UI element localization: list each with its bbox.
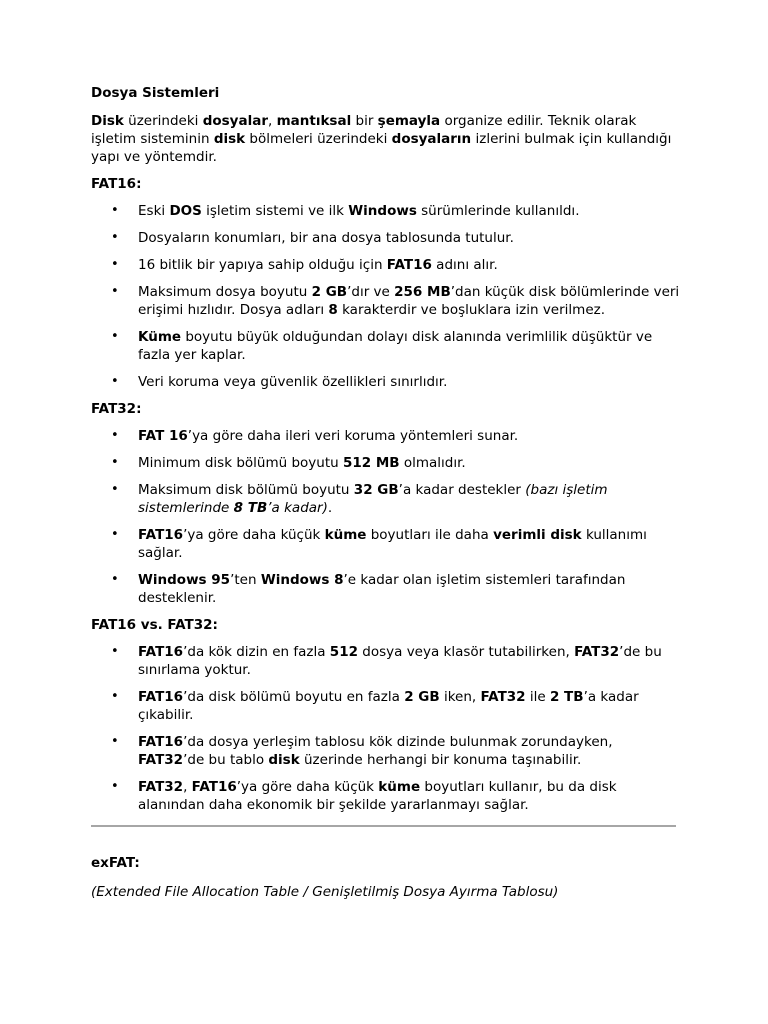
bullet-icon: •	[111, 779, 119, 794]
exfat-subtitle: (Extended File Allocation Table / Genişletilmiş Dosya Ayırma Tablosu)	[91, 884, 559, 900]
text-run: FAT16	[138, 527, 184, 543]
text-run: 32 GB	[353, 482, 399, 498]
text-run: 16 bitlik bir yapıya sahip olduğu için	[138, 257, 387, 273]
text-run: boyutları ile daha	[366, 527, 494, 543]
text-run: Windows	[348, 203, 417, 219]
text-run: FAT16	[138, 689, 184, 705]
text-run: ’dır ve	[347, 284, 395, 300]
list-item-text	[138, 203, 579, 219]
list-item	[91, 688, 681, 724]
list-item	[91, 427, 681, 445]
section-fat16-vs-fat32	[91, 616, 681, 814]
text-run: Windows 95	[138, 572, 231, 588]
text-run: ’ya göre daha küçük	[236, 779, 379, 795]
text-run: ’a kadar çıkabilir.	[138, 689, 639, 723]
list-item	[91, 481, 681, 517]
text-run: mantıksal	[276, 113, 352, 129]
bullet-icon: •	[111, 230, 119, 245]
bullet-icon: •	[111, 482, 119, 497]
list-item	[91, 328, 681, 364]
text-run: karakterdir ve boşluklara izin verilmez.	[337, 302, 605, 318]
text-run: olmalıdır.	[399, 455, 466, 471]
list-item	[91, 283, 681, 319]
section-fat16	[91, 175, 681, 391]
text-run: 2 GB	[311, 284, 348, 300]
text-run: üzerinde herhangi bir konuma taşınabilir.	[299, 752, 582, 768]
list-item-text	[138, 689, 639, 723]
text-run: 8	[328, 302, 338, 318]
text-run: FAT16	[191, 779, 237, 795]
list-item-text	[138, 482, 608, 516]
bullet-icon: •	[111, 689, 119, 704]
bullet-icon: •	[111, 257, 119, 272]
bullet-icon: •	[111, 527, 119, 542]
text-run: ,	[183, 779, 192, 795]
text-run: ile	[525, 689, 550, 705]
text-run: Minimum disk bölümü boyutu	[138, 455, 343, 471]
text-run: FAT16	[138, 644, 184, 660]
text-run: ’a kadar)	[267, 500, 328, 516]
list-item	[91, 643, 681, 679]
text-run: FAT32	[574, 644, 620, 660]
list-item-text	[138, 284, 679, 318]
bullet-icon: •	[111, 203, 119, 218]
text-run: dosya veya klasör tutabilirken,	[357, 644, 575, 660]
text-run: Eski	[138, 203, 170, 219]
text-run: FAT32	[138, 752, 184, 768]
list-item-text	[138, 374, 447, 390]
list-item	[91, 229, 681, 247]
document-page	[91, 84, 681, 901]
bullet-list	[91, 202, 681, 391]
text-run: DOS	[169, 203, 202, 219]
text-run: üzerindeki	[123, 113, 203, 129]
bullet-icon: •	[111, 284, 119, 299]
text-run: küme	[324, 527, 367, 543]
text-run: ’ya göre daha ileri veri koruma yöntemleri sunar.	[187, 428, 519, 444]
text-run: FAT32	[138, 779, 184, 795]
text-run: Veri koruma veya güvenlik özellikleri sınırlıdır.	[138, 374, 448, 390]
text-run: FAT16	[386, 257, 432, 273]
text-run: Disk	[91, 113, 124, 129]
bullet-icon: •	[111, 455, 119, 470]
text-run: adını alır.	[431, 257, 498, 273]
text-run: küme	[378, 779, 421, 795]
text-run: 8 TB	[233, 500, 268, 516]
bullet-icon: •	[111, 428, 119, 443]
list-item	[91, 778, 681, 814]
section-fat32	[91, 400, 681, 607]
text-run: disk	[268, 752, 300, 768]
text-run: ’da disk bölümü boyutu en fazla	[183, 689, 405, 705]
horizontal-divider	[91, 825, 676, 827]
text-run: işletim sistemi ve ilk	[201, 203, 349, 219]
text-run: bir	[351, 113, 378, 129]
text-run: verimli disk	[493, 527, 582, 543]
text-run: ’da dosya yerleşim tablosu kök dizinde bulunmak zorundayken,	[183, 734, 613, 750]
text-run: Maksimum disk bölümü boyutu	[138, 482, 354, 498]
text-run: ,	[267, 113, 277, 129]
section-exfat	[91, 854, 681, 901]
list-item	[91, 526, 681, 562]
list-item-text	[138, 455, 466, 471]
list-item-text	[138, 734, 613, 768]
list-item	[91, 373, 681, 391]
list-item-text	[138, 572, 625, 606]
text-run: 512 MB	[342, 455, 400, 471]
text-run: Küme	[138, 329, 182, 345]
list-item-text	[138, 329, 652, 363]
text-run: 2 TB	[549, 689, 584, 705]
text-run: .	[327, 500, 333, 516]
list-item-text	[138, 230, 514, 246]
bullet-icon: •	[111, 644, 119, 659]
text-run: Windows 8	[260, 572, 344, 588]
text-run: ’dan küçük disk bölümlerinde veri erişimi hızlıdır. Dosya adları	[138, 284, 680, 318]
list-item-text	[138, 779, 617, 813]
text-run: iken,	[439, 689, 481, 705]
bullet-icon: •	[111, 329, 119, 344]
bullet-icon: •	[111, 374, 119, 389]
list-item-text	[138, 257, 498, 273]
text-run: Dosyaların konumları, bir ana dosya tablosunda tutulur.	[138, 230, 514, 246]
text-run: FAT16	[138, 734, 184, 750]
text-run: 256 MB	[394, 284, 451, 300]
text-run: sürümlerinde kullanıldı.	[416, 203, 580, 219]
document-title: Dosya Sistemleri	[91, 85, 220, 101]
text-run: (bazı işletim sistemlerinde	[138, 482, 608, 516]
list-item	[91, 571, 681, 607]
text-run: kullanımı sağlar.	[138, 527, 647, 561]
text-run: ’da kök dizin en fazla	[183, 644, 330, 660]
list-item	[91, 454, 681, 472]
text-run: Maksimum dosya boyutu	[138, 284, 312, 300]
text-run: ’ten	[230, 572, 261, 588]
list-item-text	[138, 428, 518, 444]
text-run: organize edilir. Teknik olarak işletim sisteminin	[91, 113, 637, 147]
section-heading: FAT16:	[91, 176, 142, 192]
list-item-text	[138, 527, 647, 561]
text-run: 512	[329, 644, 358, 660]
section-heading: FAT16 vs. FAT32:	[91, 617, 218, 633]
intro-paragraph	[91, 112, 681, 166]
text-run: izlerini bulmak için kullandığı yapı ve yöntemdir.	[91, 131, 672, 165]
section-heading: exFAT:	[91, 855, 140, 871]
text-run: ’ya göre daha küçük	[183, 527, 325, 543]
text-run: boyutu büyük olduğundan dolayı disk alanında verimlilik düşüktür ve fazla yer kaplar.	[138, 329, 653, 363]
bullet-list	[91, 427, 681, 607]
bullet-icon: •	[111, 572, 119, 587]
text-run: boyutları kullanır, bu da disk alanından daha ekonomik bir şekilde yararlanmayı sağlar.	[138, 779, 617, 813]
text-run: ’de bu sınırlama yoktur.	[138, 644, 662, 678]
text-run: bölmeleri üzerindeki	[245, 131, 392, 147]
bullet-icon: •	[111, 734, 119, 749]
list-item-text	[138, 644, 662, 678]
text-run: şemayla	[377, 113, 441, 129]
text-run: ’e kadar olan işletim sistemleri tarafından desteklenir.	[138, 572, 626, 606]
bullet-list	[91, 643, 681, 814]
section-heading: FAT32:	[91, 401, 142, 417]
text-run: ’de bu tablo	[183, 752, 269, 768]
text-run: FAT 16	[138, 428, 188, 444]
list-item	[91, 733, 681, 769]
text-run: ’a kadar destekler	[398, 482, 526, 498]
list-item	[91, 202, 681, 220]
text-run: dosyalar	[202, 113, 268, 129]
text-run: FAT32	[480, 689, 526, 705]
text-run: 2 GB	[404, 689, 440, 705]
text-run: disk	[213, 131, 246, 147]
list-item	[91, 256, 681, 274]
text-run: dosyaların	[391, 131, 472, 147]
